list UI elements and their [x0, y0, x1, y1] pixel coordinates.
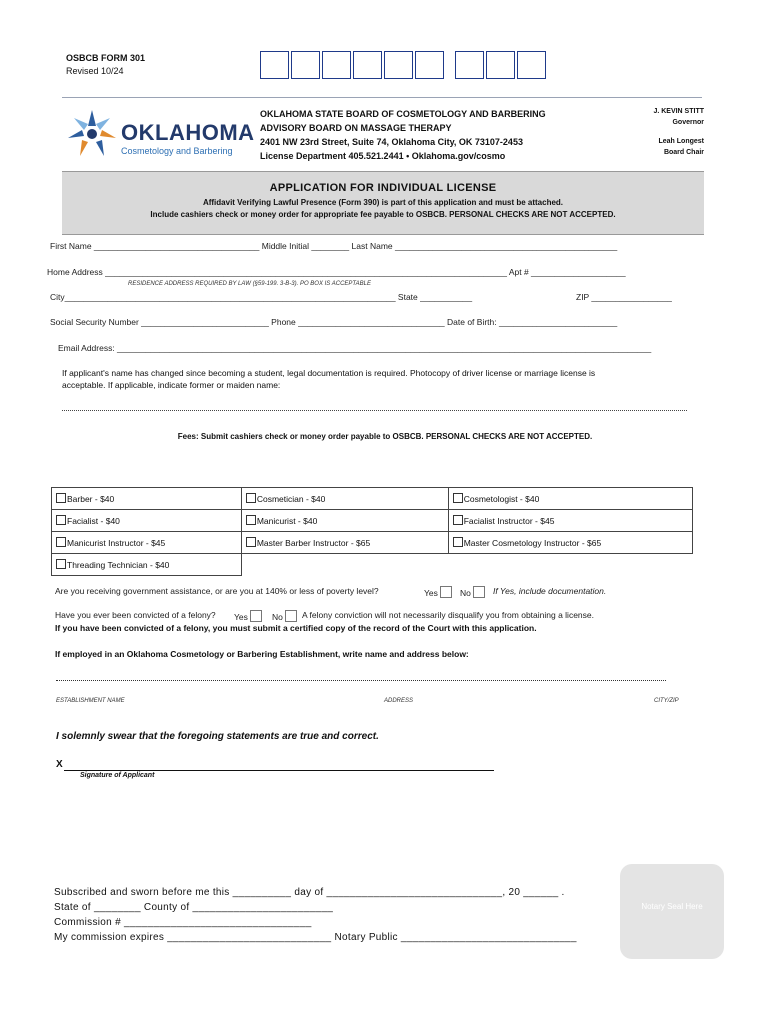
- table-row: [52, 554, 693, 576]
- checkbox[interactable]: [453, 493, 463, 503]
- logo-subtitle: Cosmetology and Barbering: [121, 146, 233, 156]
- assistance-no[interactable]: No: [460, 586, 485, 598]
- notary-commission[interactable]: Commission # ________________________________: [54, 917, 312, 928]
- assistance-note: If Yes, include documentation.: [493, 586, 607, 596]
- banner-affidavit-note: Affidavit Verifying Lawful Presence (Form 390) is part of this application and must be attached.: [202, 198, 564, 207]
- form-revision: Revised 10/24: [66, 66, 124, 76]
- license-option[interactable]: Cosmetician - $40: [241, 488, 448, 510]
- notary-seal-area: [620, 864, 724, 959]
- checkbox[interactable]: [246, 537, 256, 547]
- name-fields[interactable]: First Name ___________________________________ Middle Initial ________ Last Name _______________________________________________: [50, 241, 618, 251]
- agency-block: [260, 107, 546, 163]
- assistance-question: Are you receiving government assistance, or are you at 140% or less of poverty level?: [55, 586, 379, 596]
- agency-address: 2401 NW 23rd Street, Suite 74, Oklahoma City, OK 73107-2453: [260, 137, 523, 147]
- checkbox[interactable]: [285, 610, 297, 622]
- table-row: [52, 488, 693, 510]
- oklahoma-logo: [66, 108, 255, 158]
- checkbox[interactable]: [56, 559, 66, 569]
- checkbox[interactable]: [250, 610, 262, 622]
- city-state-field[interactable]: City______________________________________________________________________ State ___________: [50, 292, 473, 302]
- felony-question: Have you ever been convicted of a felony?: [55, 610, 216, 620]
- page-title: APPLICATION FOR INDIVIDUAL LICENSE: [269, 182, 497, 194]
- office-use-boxes-2: [455, 51, 548, 79]
- signature-x: X: [56, 759, 63, 770]
- license-option[interactable]: Barber - $40: [52, 488, 242, 510]
- checkbox[interactable]: [56, 493, 66, 503]
- checkbox[interactable]: [56, 515, 66, 525]
- license-option[interactable]: Threading Technician - $40: [52, 554, 242, 576]
- signature-label: Signature of Applicant: [80, 772, 155, 779]
- logo-wordmark: OKLAHOMA: [121, 120, 255, 145]
- checkbox[interactable]: [246, 515, 256, 525]
- zip-field[interactable]: ZIP _________________: [576, 292, 672, 302]
- chair-title: Board Chair: [663, 149, 704, 156]
- address-note: RESIDENCE ADDRESS REQUIRED BY LAW (§59-199. 3-B-3). PO BOX IS ACCEPTABLE: [128, 281, 371, 287]
- notary-date-line[interactable]: Subscribed and sworn before me this __________ day of ______________________________, 20 ______ .: [54, 887, 565, 898]
- governor-title: Governor: [672, 119, 704, 126]
- former-name-field[interactable]: [62, 410, 687, 412]
- signature-field[interactable]: [64, 770, 494, 771]
- title-banner: [62, 171, 704, 235]
- checkbox[interactable]: [440, 586, 452, 598]
- license-option[interactable]: Cosmetologist - $40: [448, 488, 692, 510]
- oath-statement: I solemnly swear that the foregoing statements are true and correct.: [56, 731, 379, 742]
- license-option[interactable]: Master Cosmetology Instructor - $65: [448, 532, 692, 554]
- ssn-phone-dob-fields[interactable]: Social Security Number ___________________________ Phone _______________________________ Date of Birth: _________________________: [50, 317, 618, 327]
- checkbox[interactable]: [453, 515, 463, 525]
- governor-name: J. KEVIN STITT: [653, 108, 704, 115]
- license-type-table: [51, 487, 693, 576]
- agency-name: OKLAHOMA STATE BOARD OF COSMETOLOGY AND BARBERING: [260, 109, 546, 119]
- fees-note: Fees: Submit cashiers check or money order payable to OSBCB. PERSONAL CHECKS ARE NOT ACCEPTED.: [177, 432, 593, 441]
- checkbox[interactable]: [56, 537, 66, 547]
- officials-block: [653, 106, 704, 158]
- empty-cell: [241, 554, 448, 576]
- notary-state-county[interactable]: State of ________ County of ________________________: [54, 902, 334, 913]
- email-field[interactable]: Email Address: _________________________________________________________________________________________________________________: [58, 343, 652, 353]
- checkbox[interactable]: [453, 537, 463, 547]
- felony-no[interactable]: No: [272, 610, 297, 622]
- banner-fee-note: Include cashiers check or money order for appropriate fee payable to OSBCB. PERSONAL CHECKS ARE NOT ACCEPTED.: [150, 210, 616, 219]
- establishment-name-label: ESTABLISHMENT NAME: [56, 698, 125, 704]
- employment-instruction: If employed in an Oklahoma Cosmetology or Barbering Establishment, write name and address below:: [55, 649, 469, 659]
- establishment-address-label: ADDRESS: [384, 698, 414, 704]
- license-option[interactable]: Facialist Instructor - $45: [448, 510, 692, 532]
- checkbox[interactable]: [473, 586, 485, 598]
- checkbox[interactable]: [246, 493, 256, 503]
- agency-board: ADVISORY BOARD ON MASSAGE THERAPY: [260, 123, 452, 133]
- license-option[interactable]: Manicurist Instructor - $45: [52, 532, 242, 554]
- felony-instruction: If you have been convicted of a felony, you must submit a certified copy of the record of the Court with this application.: [55, 623, 537, 633]
- establishment-field[interactable]: [56, 680, 666, 682]
- felony-note: A felony conviction will not necessarily disqualify you from obtaining a license.: [302, 610, 594, 620]
- license-option[interactable]: Manicurist - $40: [241, 510, 448, 532]
- star-logo-icon: [66, 108, 118, 158]
- notary-expiry[interactable]: My commission expires ____________________________ Notary Public ______________________________: [54, 932, 577, 943]
- name-change-note: If applicant's name has changed since becoming a student, legal documentation is required. Photocopy of driver license or marriage license is acceptable. If applicable, indicate former or maiden name:: [62, 368, 596, 390]
- chair-name: Leah Longest: [658, 138, 704, 145]
- table-row: [52, 510, 693, 532]
- form-number: OSBCB FORM 301: [66, 53, 146, 63]
- license-option[interactable]: Master Barber Instructor - $65: [241, 532, 448, 554]
- assistance-yes[interactable]: Yes: [424, 586, 452, 598]
- license-option[interactable]: Facialist - $40: [52, 510, 242, 532]
- header-divider: [62, 97, 702, 98]
- table-row: [52, 532, 693, 554]
- office-use-boxes: [260, 51, 446, 79]
- notary-seal-label: Notary Seal Here: [641, 902, 703, 911]
- agency-contact: License Department 405.521.2441 • Oklahoma.gov/cosmo: [260, 151, 506, 161]
- establishment-city-label: CITY/ZIP: [654, 698, 679, 704]
- home-address-field[interactable]: Home Address _____________________________________________________________________________________ Apt # ____________________: [47, 267, 626, 277]
- empty-cell: [448, 554, 692, 576]
- felony-yes[interactable]: Yes: [234, 610, 262, 622]
